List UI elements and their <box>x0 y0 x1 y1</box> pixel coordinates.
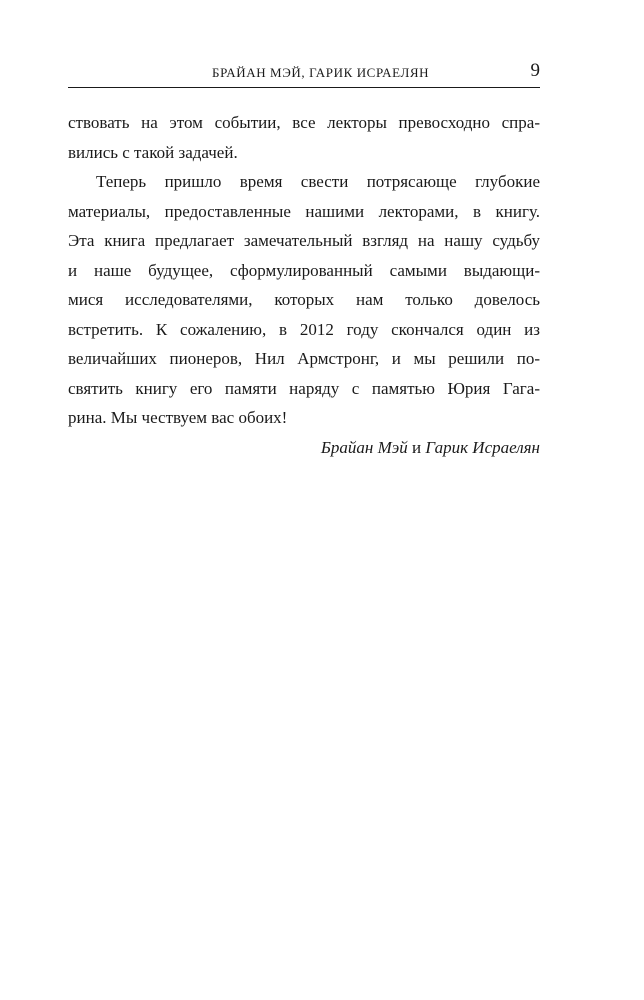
text-line: рина. Мы чествуем вас обоих! <box>68 408 288 427</box>
header-rule <box>68 87 540 88</box>
page-number: 9 <box>530 60 540 81</box>
text-line: материалы, предоставленные нашими лекторами, в книгу. <box>68 201 540 221</box>
text-line: вились с такой задачей. <box>68 142 238 162</box>
signature-name-1: Брайан Мэй <box>320 437 408 457</box>
text-line: Эта книга предлагает замечательный взгляд на нашу судьбу <box>68 231 540 250</box>
text-line: Теперь пришло время свести потрясающе глубокие <box>96 172 540 191</box>
text-line: мися исследователями, которых нам только довелось <box>68 290 540 309</box>
body-text <box>68 108 540 462</box>
text-line: встретить. К сожалению, в 2012 году скончался один из <box>68 319 540 339</box>
paragraph-2 <box>68 167 540 433</box>
paragraph-1 <box>68 108 540 167</box>
signature-name-2: Гарик Исраелян <box>425 437 540 457</box>
signature-conjunction: и <box>411 437 422 457</box>
text-line: величайших пионеров, Нил Армстронг, и мы решили по- <box>68 349 540 368</box>
text-line: ствовать на этом событии, все лекторы превосходно спра- <box>68 113 540 132</box>
text-line: и наше будущее, сформулированный самыми выдающи- <box>68 260 540 280</box>
running-header <box>68 58 540 88</box>
signature <box>68 433 540 463</box>
text-line: святить книгу его памяти наряду с памятью Юрия Гага- <box>68 378 540 398</box>
header-author: БРАЙАН МЭЙ, ГАРИК ИСРАЕЛЯН <box>212 65 430 80</box>
